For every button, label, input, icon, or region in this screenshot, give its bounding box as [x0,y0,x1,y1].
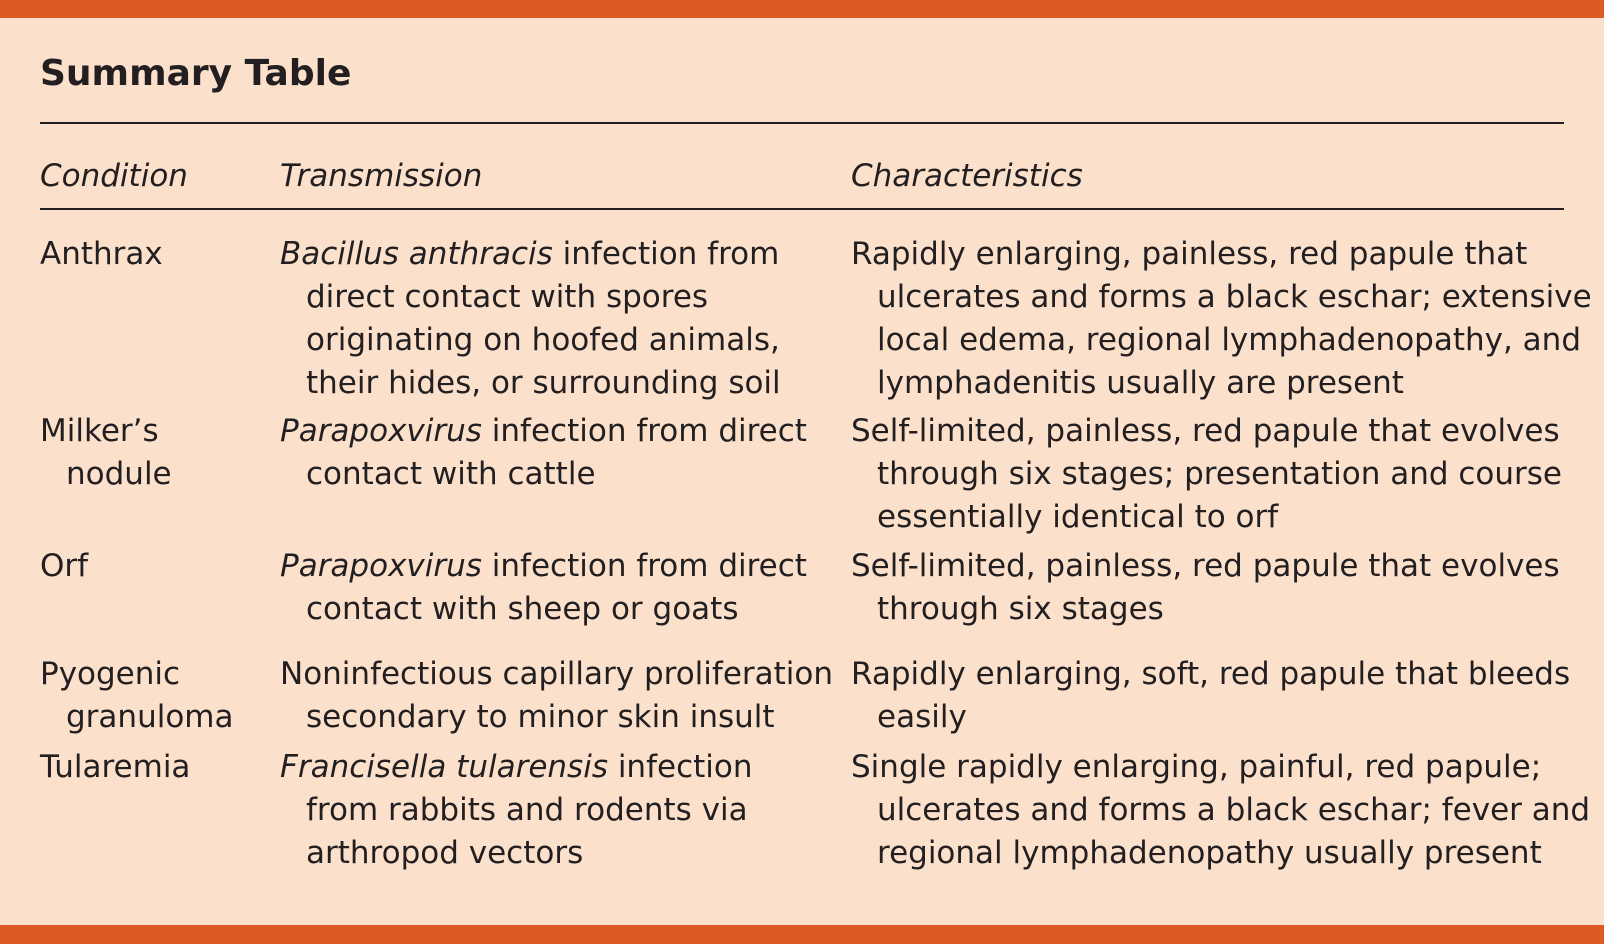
characteristics-text: Self-limited, painless, red papule that evolves [851,413,1560,449]
characteristics-text: essentially identical to orf [877,499,1279,535]
transmission-text: their hides, or surrounding soil [306,365,781,401]
transmission-line [280,362,781,405]
characteristics-text: regional lymphadenopathy usually present [877,835,1542,871]
transmission-text: arthropod vectors [306,835,584,871]
transmission-text: direct contact with spores [306,279,709,315]
condition-text: granuloma [66,699,234,735]
characteristics-text: Rapidly enlarging, painless, red papule that [851,236,1528,272]
transmission-cell [280,545,807,631]
header-condition: Condition [40,158,188,194]
characteristics-cell [851,653,1570,739]
condition-cell [40,410,172,496]
condition-cell [40,746,190,789]
transmission-cell [280,410,807,496]
condition-text: Orf [40,548,89,584]
transmission-text: originating on hoofed animals, [306,322,780,358]
table-title: Summary Table [40,53,352,94]
characteristics-text: lymphadenitis usually are present [877,365,1404,401]
condition-cell [40,653,234,739]
transmission-line [280,276,781,319]
transmission-text: secondary to minor skin insult [306,699,775,735]
transmission-text: from rabbits and rodents via [306,792,748,828]
organism-name: Parapoxvirus [280,548,482,584]
transmission-text: Noninfectious capillary proliferation [280,656,834,692]
condition-text: Tularemia [40,749,191,785]
transmission-line [280,696,833,739]
condition-text: Pyogenic [40,656,181,692]
transmission-line [280,453,807,496]
transmission-line [280,545,807,588]
characteristics-text: through six stages; presentation and course [877,456,1562,492]
organism-name: Parapoxvirus [280,413,482,449]
transmission-line [280,832,753,875]
characteristics-text: Rapidly enlarging, soft, red papule that bleeds [851,656,1571,692]
transmission-text: contact with cattle [306,456,596,492]
transmission-text: infection from [552,236,780,272]
condition-text: Anthrax [40,236,163,272]
transmission-text: contact with sheep or goats [306,591,739,627]
transmission-line [280,653,833,696]
characteristics-cell [851,410,1562,539]
characteristics-text: ulcerates and forms a black eschar; extensive [877,279,1592,315]
characteristics-text: ulcerates and forms a black eschar; fever and [877,792,1591,828]
organism-name: Bacillus anthracis [280,236,553,272]
condition-cell [40,545,88,588]
characteristics-cell [851,545,1560,631]
characteristics-text: Self-limited, painless, red papule that evolves [851,548,1560,584]
characteristics-text: local edema, regional lymphadenopathy, and [877,322,1582,358]
header-transmission: Transmission [280,158,483,194]
characteristics-text: Single rapidly enlarging, painful, red papule; [851,749,1542,785]
transmission-line [280,410,807,453]
transmission-text: infection from direct [481,413,807,449]
condition-cell [40,233,163,276]
bottom-accent-bar [0,925,1604,944]
transmission-line [280,789,753,832]
transmission-cell [280,233,781,405]
condition-text: Milker’s [40,413,159,449]
characteristics-cell [851,746,1590,875]
transmission-line [280,319,781,362]
transmission-line [280,588,807,631]
transmission-text: infection [607,749,753,785]
transmission-text: infection from direct [481,548,807,584]
characteristics-cell [851,233,1592,405]
transmission-line [280,233,781,276]
header-characteristics: Characteristics [851,158,1083,194]
transmission-cell [280,653,833,739]
transmission-cell [280,746,753,875]
characteristics-text: through six stages [877,591,1164,627]
transmission-line [280,746,753,789]
organism-name: Francisella tularensis [280,749,608,785]
characteristics-text: easily [877,699,967,735]
condition-text: nodule [66,456,172,492]
